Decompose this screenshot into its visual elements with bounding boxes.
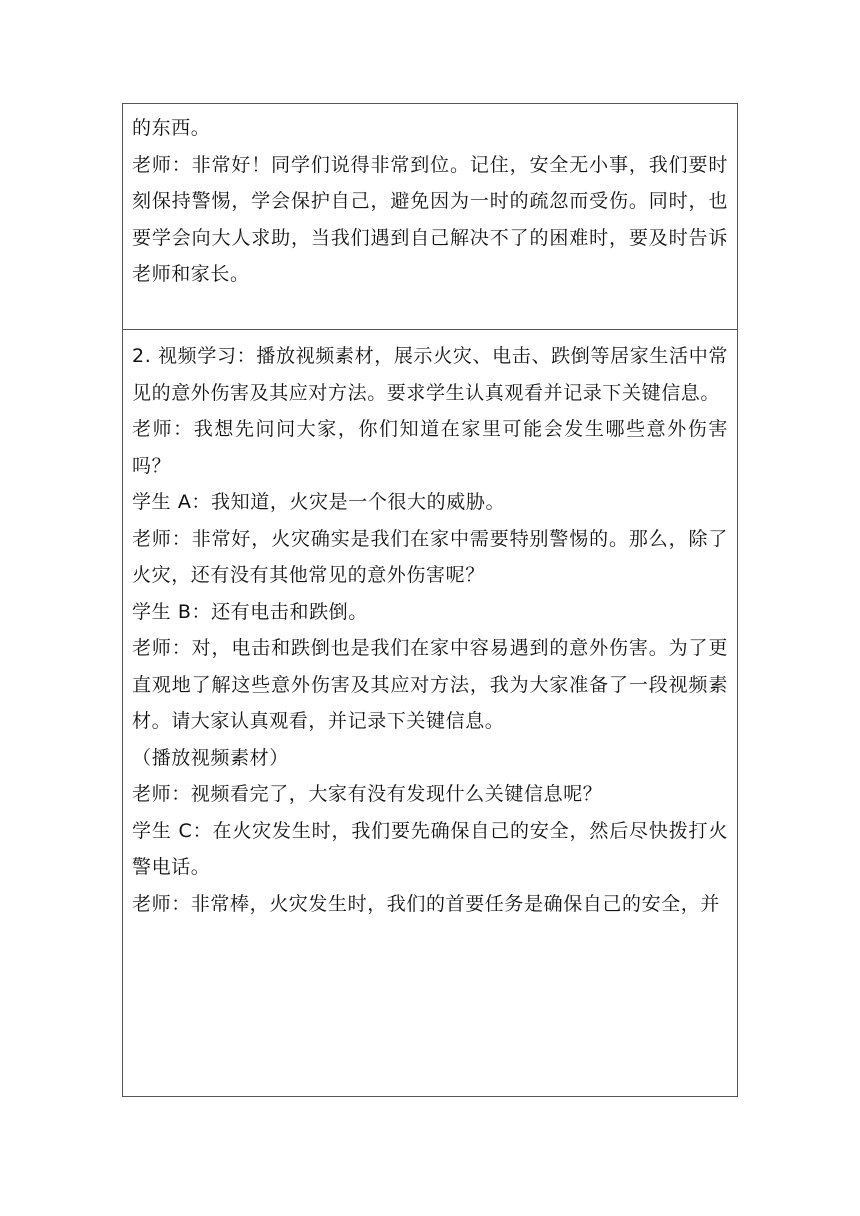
paragraph: 老师：非常好，火灾确实是我们在家中需要特别警惕的。那么，除了火灾，还有没有其他常见的意外伤害呢？ — [132, 527, 728, 586]
lesson-table — [122, 103, 738, 1097]
paragraph: 老师：我想先问问大家，你们知道在家里可能会发生哪些意外伤害吗？ — [132, 418, 728, 477]
paragraph: 老师：视频看完了，大家有没有发现什么关键信息呢？ — [132, 783, 603, 805]
paragraph: 老师：非常好！同学们说得非常到位。记住，安全无小事，我们要时刻保持警惕，学会保护自己，避免因为一时的疏忽而受伤。同时，也要学会向大人求助，当我们遇到自己解决不了的困难时，要及时告诉老师和家长。 — [132, 153, 728, 285]
table-cell-video-learning — [123, 330, 737, 1096]
paragraph: 老师：对，电击和跌倒也是我们在家中容易遇到的意外伤害。为了更直观地了解这些意外伤害及其应对方法，我为大家准备了一段视频素材。请大家认真观看，并记录下关键信息。 — [132, 637, 728, 732]
paragraph: 学生 B：还有电击和跌倒。 — [132, 600, 368, 623]
paragraph: 学生 A：我知道，火灾是一个很大的威胁。 — [132, 491, 506, 513]
paragraph: 学生 C：在火灾发生时，我们要先确保自己的安全，然后尽快拨打火警电话。 — [132, 819, 728, 878]
table-cell-dialogue-1 — [123, 104, 737, 330]
paragraph: （播放视频素材） — [132, 746, 289, 769]
paragraph: 的东西。 — [132, 117, 211, 139]
paragraph: 老师：非常棒，火灾发生时，我们的首要任务是确保自己的安全，并 — [132, 892, 721, 915]
paragraph: 2. 视频学习：播放视频素材，展示火灾、电击、跌倒等居家生活中常见的意外伤害及其应对方法。要求学生认真观看并记录下关键信息。 — [132, 345, 728, 404]
